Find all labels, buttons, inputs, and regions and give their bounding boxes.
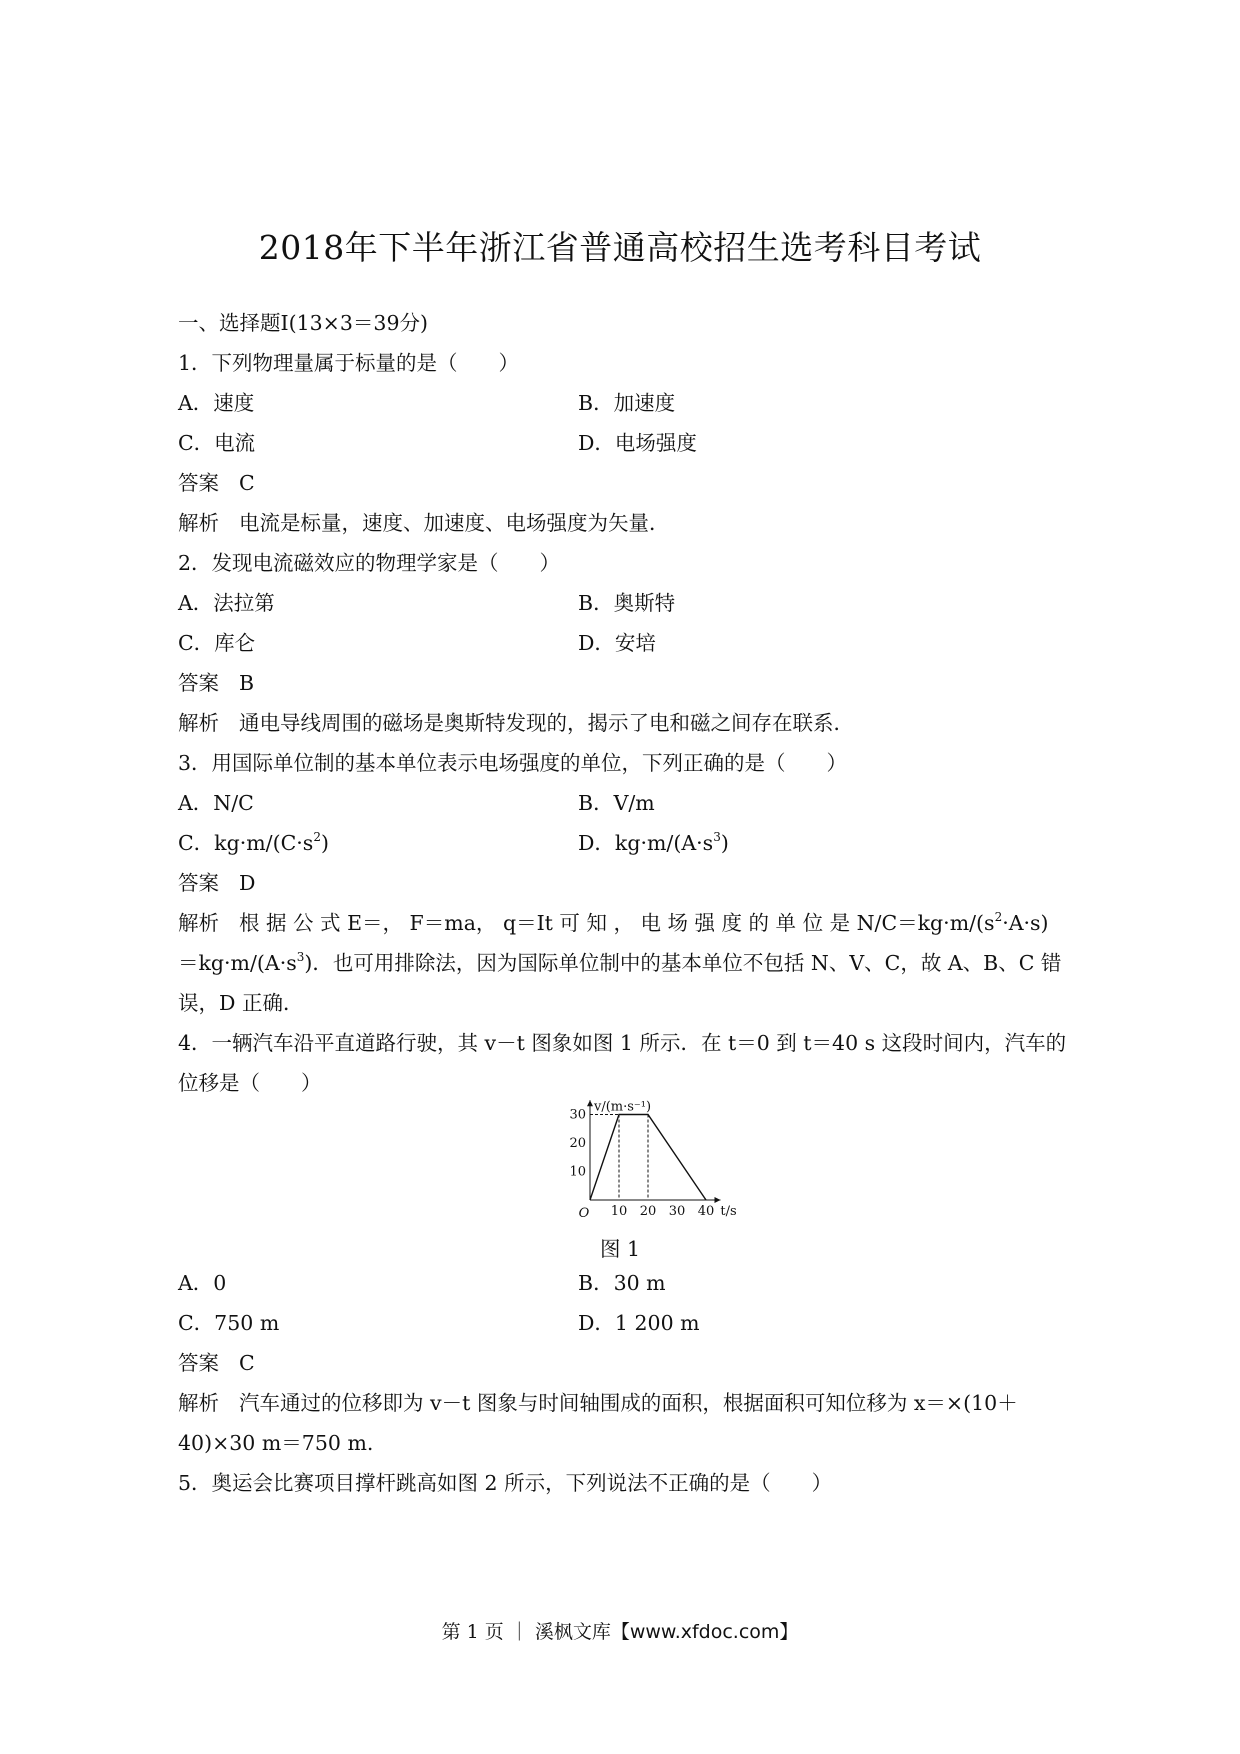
- x-tick-label-30: 30: [668, 1204, 686, 1219]
- q3-option-a: A．N/C: [178, 791, 254, 815]
- figure-caption: 图 1: [599, 1237, 641, 1261]
- question-2-stem: 2．发现电流磁效应的物理学家是（ ）: [178, 551, 561, 575]
- q4-answer: [178, 1353, 255, 1374]
- analysis-label: 解析: [178, 911, 219, 935]
- q2-analysis: [178, 713, 854, 734]
- answer-label: 答案: [178, 1351, 219, 1375]
- y-tick-label-20: 20: [569, 1136, 586, 1151]
- analysis-label: 解析: [178, 711, 219, 735]
- site-name: 溪枫文库【www.xfdoc.com】: [534, 1621, 799, 1643]
- y-axis-label: v/(m·s⁻¹): [594, 1099, 652, 1115]
- q1-option-d: D．电场强度: [578, 431, 697, 455]
- question-4-stem-line-1: 4．一辆汽车沿平直道路行驶，其 v－t 图象如图 1 所示．在 t＝0 到 t＝40 s 这段时间内，汽车的: [178, 1031, 1067, 1055]
- answer-label: 答案: [178, 471, 219, 495]
- q3-answer: [178, 873, 255, 894]
- q4-analysis-line-2: 40)×30 m＝750 m.: [178, 1431, 374, 1455]
- page-footer: [0, 1617, 1240, 1644]
- q2-option-c: C．库仑: [178, 631, 256, 655]
- page-title: 2018年下半年浙江省普通高校招生选考科目考试: [258, 228, 982, 267]
- q3-option-c: C．$kg\cdot m/(C\cdot s^2)$: [178, 830, 329, 855]
- y-tick-label-10: 10: [569, 1164, 586, 1180]
- origin-label: O: [578, 1206, 590, 1221]
- q4-option-a: A．0: [178, 1271, 227, 1295]
- q4-option-b: B．30 m: [578, 1271, 666, 1295]
- q4-option-d: D．1 200 m: [578, 1311, 700, 1335]
- q4-analysis-line-1: 解析 汽车通过的位移即为 v－t 图象与时间轴围成的面积，根据面积可知位移为 x＝×(10＋: [178, 1391, 1018, 1415]
- question-4-stem-line-2: 位移是（ ）: [178, 1071, 322, 1095]
- q2-answer: [178, 673, 254, 694]
- x-tick-label-40: 40: [697, 1204, 715, 1219]
- q1-option-c: C．电流: [178, 431, 256, 455]
- x-axis-arrow: [715, 1197, 721, 1203]
- q3-analysis-line-1: 解析 根 据 公 式 E＝， F＝ma， q＝It 可 知 ， 电 场 强 度 的 单 位 是 $N/C=kg\cdot m/(s^2\cdot A\cdot s)$: [178, 910, 1049, 935]
- q4-option-c: C．750 m: [178, 1311, 280, 1335]
- q1-option-b: B．加速度: [578, 391, 676, 415]
- question-3-stem: 3．用国际单位制的基本单位表示电场强度的单位，下列正确的是（ ）: [178, 751, 848, 775]
- x-tick-label-20: 20: [639, 1204, 657, 1219]
- q3-analysis-line-2: $=kg\cdot m/(A\cdot s^3)$．也可用排除法，因为国际单位制中的基本单位不包括 N、V、C，故 A、B、C 错: [178, 950, 1062, 975]
- q2-option-d: D．安培: [578, 631, 656, 655]
- q3-option-d: D．$kg\cdot m/(A\cdot s^3)$: [578, 830, 729, 855]
- question-5-stem: 5．奥运会比赛项目撑杆跳高如图 2 所示，下列说法不正确的是（ ）: [178, 1471, 833, 1495]
- page-number: 第 1 页 ｜: [441, 1621, 529, 1643]
- answer-value: C: [239, 1351, 255, 1375]
- answer-label: 答案: [178, 871, 219, 895]
- section-heading: 一、选择题Ⅰ(13×3＝39分): [178, 311, 428, 335]
- q2-option-a: A．法拉第: [178, 591, 275, 615]
- q1-analysis: [178, 513, 670, 534]
- question-1-stem: 1．下列物理量属于标量的是（ ）: [178, 351, 520, 375]
- x-tick-label-10: 10: [610, 1204, 628, 1219]
- analysis-label: 解析: [178, 1391, 219, 1415]
- answer-label: 答案: [178, 671, 219, 695]
- q2-option-b: B．奥斯特: [578, 591, 676, 615]
- answer-value: B: [239, 671, 255, 695]
- y-tick-label-30: 30: [569, 1107, 586, 1123]
- analysis-text: 通电导线周围的磁场是奥斯特发现的，揭示了电和磁之间存在联系．: [239, 711, 854, 735]
- q1-answer: [178, 473, 255, 494]
- vt-graph-figure: [558, 1099, 737, 1221]
- y-axis-arrow: [587, 1100, 593, 1106]
- q3-option-b: B．V/m: [578, 791, 655, 815]
- q1-option-a: A．速度: [178, 391, 255, 415]
- analysis-label: 解析: [178, 511, 219, 535]
- answer-value: D: [239, 871, 256, 895]
- analysis-text: 电流是标量，速度、加速度、电场强度为矢量．: [239, 511, 670, 535]
- answer-value: C: [239, 471, 255, 495]
- x-axis-label: t/s: [720, 1204, 737, 1219]
- q3-analysis-line-3: 误，D 正确．: [178, 991, 304, 1015]
